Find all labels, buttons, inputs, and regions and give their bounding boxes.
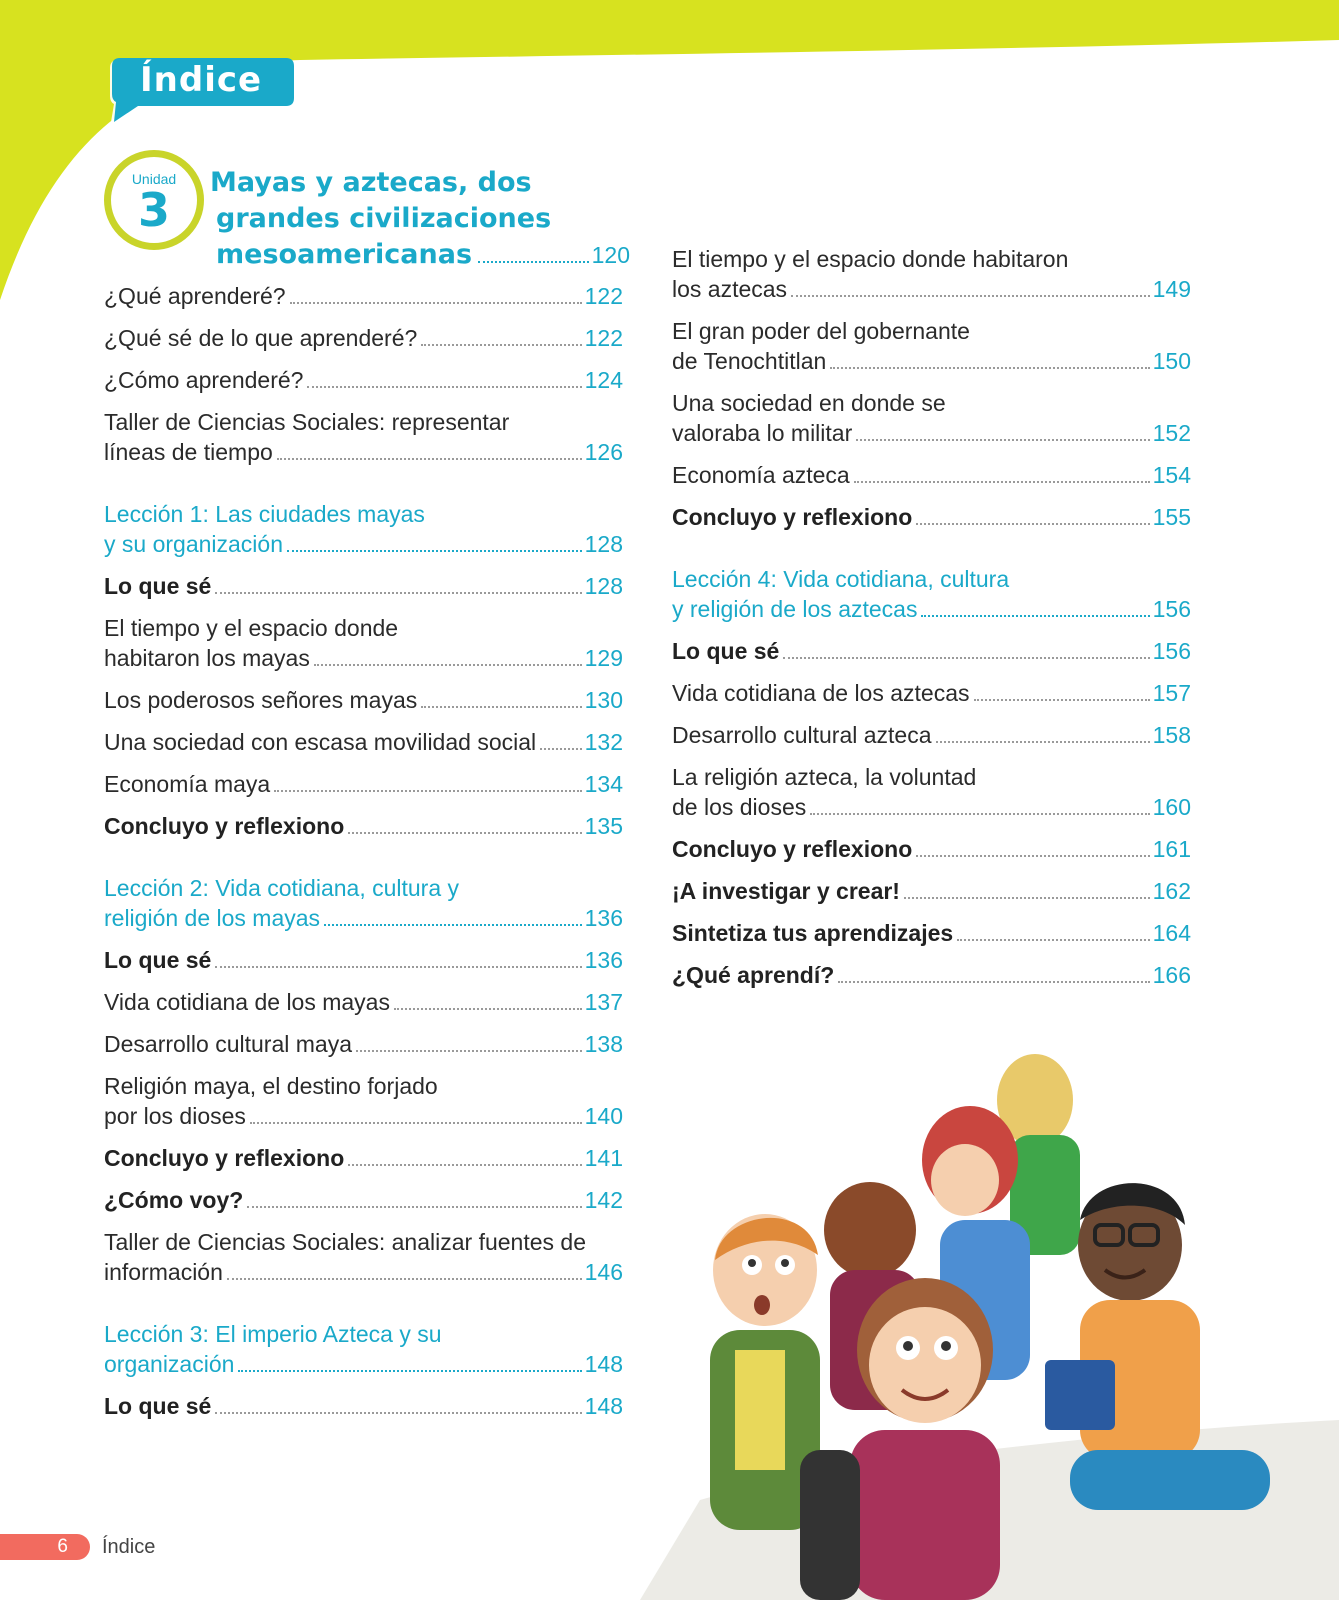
toc-entry-last-line <box>104 1143 623 1173</box>
toc-page-number: 128 <box>584 531 623 557</box>
dot-leader <box>830 367 1149 369</box>
toc-entry-text: información <box>104 1259 223 1285</box>
toc-page-number: 124 <box>584 367 623 393</box>
toc-entry-last-line <box>104 1391 623 1421</box>
toc-entry[interactable] <box>104 987 623 1017</box>
toc-page-number: 142 <box>584 1187 623 1213</box>
toc-entry-text: ¿Qué sé de lo que aprenderé? <box>104 325 418 351</box>
toc-entry[interactable] <box>104 1071 623 1131</box>
dot-leader <box>854 481 1150 483</box>
page-title: Índice <box>140 60 263 100</box>
toc-entry[interactable] <box>104 323 623 353</box>
toc-page-number: 130 <box>584 687 623 713</box>
toc-entry-text: ¿Cómo voy? <box>104 1187 244 1213</box>
toc-lesson-entry[interactable] <box>672 564 1191 624</box>
toc-entry-text: El tiempo y el espacio donde <box>104 615 399 641</box>
toc-entry[interactable] <box>104 769 623 799</box>
footer-label: Índice <box>102 1535 156 1558</box>
unit-title <box>210 165 630 273</box>
dot-leader <box>421 344 581 346</box>
toc-page-number: 135 <box>584 813 623 839</box>
toc-right-column <box>672 244 1191 1002</box>
toc-page-number: 152 <box>1152 420 1191 446</box>
toc-entry-text: Concluyo y reflexiono <box>104 813 345 839</box>
toc-entry-last-line <box>104 1029 623 1059</box>
toc-entry[interactable] <box>104 281 623 311</box>
toc-page-number: 161 <box>1152 836 1191 862</box>
toc-entry-text: Taller de Ciencias Sociales: analizar fuentes de <box>104 1229 586 1255</box>
toc-entry-last-line <box>672 720 1191 750</box>
dot-leader <box>215 1412 581 1414</box>
toc-page-number: 148 <box>584 1351 623 1377</box>
toc-page-number: 134 <box>584 771 623 797</box>
dot-leader <box>916 523 1149 525</box>
toc-entry[interactable] <box>672 918 1191 948</box>
toc-entry-text: Desarrollo cultural maya <box>104 1031 352 1057</box>
dot-leader <box>307 386 581 388</box>
toc-entry-text: Lo que sé <box>104 1393 212 1419</box>
toc-entry-last-line <box>672 346 1191 376</box>
dot-leader <box>247 1206 581 1208</box>
toc-entry-text: Una sociedad en donde se <box>672 390 946 416</box>
toc-entry-text: Taller de Ciencias Sociales: representar <box>104 409 510 435</box>
toc-page-number: 128 <box>584 573 623 599</box>
toc-entry[interactable] <box>672 762 1191 822</box>
toc-entry-text: Vida cotidiana de los aztecas <box>672 680 970 706</box>
toc-entry-text: Religión maya, el destino forjado <box>104 1073 438 1099</box>
toc-entry-text: Lección 1: Las ciudades mayas <box>104 501 425 527</box>
unit-number: 3 <box>137 183 170 237</box>
toc-entry-text: Sintetiza tus aprendizajes <box>672 920 954 946</box>
toc-page-number: 155 <box>1152 504 1191 530</box>
toc-entry-last-line <box>104 727 623 757</box>
toc-page-number: 137 <box>584 989 623 1015</box>
toc-entry-text: por los dioses <box>104 1103 246 1129</box>
toc-page-number: 148 <box>584 1393 623 1419</box>
toc-entry[interactable] <box>104 1227 623 1287</box>
dot-leader <box>348 832 581 834</box>
toc-page-number: 141 <box>584 1145 623 1171</box>
dot-leader <box>791 295 1150 297</box>
dot-leader <box>838 981 1149 983</box>
toc-entry-text: religión de los mayas <box>104 905 321 931</box>
toc-entry-last-line <box>104 281 623 311</box>
dot-leader <box>348 1164 581 1166</box>
toc-entry-text: Economía maya <box>104 771 271 797</box>
toc-entry[interactable] <box>104 613 623 673</box>
toc-entry[interactable] <box>104 945 623 975</box>
toc-entry-text: líneas de tiempo <box>104 439 273 465</box>
toc-entry-text: y su organización <box>104 531 283 557</box>
toc-page-number: 122 <box>584 283 623 309</box>
toc-entry-last-line <box>104 903 623 933</box>
toc-entry-last-line <box>672 418 1191 448</box>
toc-entry[interactable] <box>672 960 1191 990</box>
toc-page-number: 166 <box>1152 962 1191 988</box>
toc-entry-text: Los poderosos señores mayas <box>104 687 418 713</box>
toc-entry-text: El tiempo y el espacio donde habitaron <box>672 246 1069 272</box>
toc-page-number: 157 <box>1152 680 1191 706</box>
toc-entry[interactable] <box>672 876 1191 906</box>
toc-entry-text: ¡A investigar y crear! <box>672 878 900 904</box>
toc-page-number: 129 <box>584 645 623 671</box>
toc-entry-last-line <box>104 1349 623 1379</box>
toc-page-number: 122 <box>584 325 623 351</box>
toc-entry-last-line <box>104 685 623 715</box>
toc-entry-text: Concluyo y reflexiono <box>672 836 913 862</box>
toc-entry-text: ¿Qué aprenderé? <box>104 283 286 309</box>
toc-entry-text: Lección 3: El imperio Azteca y su <box>104 1321 442 1347</box>
toc-entry-last-line <box>104 1101 623 1131</box>
toc-entry-last-line <box>672 834 1191 864</box>
toc-entry-last-line <box>104 811 623 841</box>
toc-entry-text: de Tenochtitlan <box>672 348 827 374</box>
toc-entry-text: ¿Qué aprendí? <box>672 962 835 988</box>
dot-leader <box>250 1122 582 1124</box>
dot-leader <box>215 592 581 594</box>
toc-entry[interactable] <box>104 811 623 841</box>
toc-entry-text: Desarrollo cultural azteca <box>672 722 932 748</box>
toc-entry-text: y religión de los aztecas <box>672 596 918 622</box>
toc-lesson-entry[interactable] <box>104 499 623 559</box>
dot-leader <box>215 966 581 968</box>
toc-entry-last-line <box>672 678 1191 708</box>
toc-entry-text: El gran poder del gobernante <box>672 318 970 344</box>
toc-page-number: 126 <box>584 439 623 465</box>
dot-leader <box>974 699 1150 701</box>
toc-entry[interactable] <box>672 720 1191 750</box>
toc-entry[interactable] <box>104 685 623 715</box>
toc-entry[interactable] <box>672 388 1191 448</box>
unit-label: Unidad <box>131 171 177 187</box>
toc-entry-last-line <box>672 460 1191 490</box>
toc-entry-text: Concluyo y reflexiono <box>104 1145 345 1171</box>
toc-entry-text: organización <box>104 1351 235 1377</box>
unit-badge <box>104 150 204 250</box>
toc-entry-last-line <box>672 636 1191 666</box>
dot-leader <box>394 1008 582 1010</box>
toc-entry[interactable] <box>672 460 1191 490</box>
toc-page-number: 164 <box>1152 920 1191 946</box>
toc-page-number: 162 <box>1152 878 1191 904</box>
toc-entry-last-line <box>672 502 1191 532</box>
toc-entry-last-line <box>104 1185 623 1215</box>
dot-leader <box>287 550 582 552</box>
children-looking-up-illustration <box>640 1030 1339 1600</box>
toc-entry-last-line <box>104 323 623 353</box>
toc-entry[interactable] <box>104 1185 623 1215</box>
toc-entry-text: Lección 4: Vida cotidiana, cultura <box>672 566 1010 592</box>
index-header-badge <box>108 56 288 110</box>
toc-page-number: 136 <box>584 947 623 973</box>
toc-lesson-entry[interactable] <box>104 1319 623 1379</box>
dot-leader <box>324 924 582 926</box>
toc-entry[interactable] <box>104 1391 623 1421</box>
dot-leader <box>290 302 582 304</box>
toc-entry[interactable] <box>104 571 623 601</box>
unit-page-number: 120 <box>591 242 630 268</box>
dot-leader <box>904 897 1150 899</box>
toc-page-number: 146 <box>584 1259 623 1285</box>
dot-leader <box>314 664 582 666</box>
toc-entry-last-line <box>104 571 623 601</box>
dot-leader <box>957 939 1149 941</box>
toc-entry-last-line <box>104 769 623 799</box>
dot-leader <box>238 1370 581 1372</box>
toc-entry[interactable] <box>104 1143 623 1173</box>
dot-leader <box>274 790 581 792</box>
toc-entry-last-line <box>104 643 623 673</box>
toc-entry-last-line <box>104 529 623 559</box>
toc-entry[interactable] <box>672 834 1191 864</box>
toc-page-number: 156 <box>1152 596 1191 622</box>
toc-entry[interactable] <box>672 636 1191 666</box>
toc-page-number: 154 <box>1152 462 1191 488</box>
toc-page-number: 132 <box>584 729 623 755</box>
toc-entry-text: La religión azteca, la voluntad <box>672 764 977 790</box>
toc-entry-last-line <box>104 987 623 1017</box>
toc-entry-text: ¿Cómo aprenderé? <box>104 367 304 393</box>
dot-leader <box>478 261 589 263</box>
toc-entry[interactable] <box>672 244 1191 304</box>
toc-entry-last-line <box>672 274 1191 304</box>
toc-entry[interactable] <box>672 316 1191 376</box>
toc-page-number: 138 <box>584 1031 623 1057</box>
dot-leader <box>227 1278 582 1280</box>
toc-entry[interactable] <box>672 502 1191 532</box>
toc-page-number: 160 <box>1152 794 1191 820</box>
toc-entry-text: valoraba lo militar <box>672 420 853 446</box>
dot-leader <box>936 741 1150 743</box>
toc-entry-text: Lo que sé <box>104 947 212 973</box>
footer-page-number: 6 <box>0 1534 90 1560</box>
dot-leader <box>916 855 1149 857</box>
dot-leader <box>810 813 1149 815</box>
dot-leader <box>277 458 582 460</box>
toc-page-number: 150 <box>1152 348 1191 374</box>
unit-title-last-line <box>210 237 630 273</box>
toc-lesson-entry[interactable] <box>104 873 623 933</box>
dot-leader <box>356 1050 582 1052</box>
unit-title-line: Mayas y aztecas, dos <box>210 167 532 198</box>
dot-leader <box>783 657 1149 659</box>
toc-page-number: 158 <box>1152 722 1191 748</box>
toc-page-number: 156 <box>1152 638 1191 664</box>
toc-entry-text: Lo que sé <box>104 573 212 599</box>
toc-entry-last-line <box>672 792 1191 822</box>
toc-entry[interactable] <box>672 678 1191 708</box>
unit-title-line: mesoamericanas <box>216 239 473 270</box>
toc-entry-last-line <box>104 1257 623 1287</box>
dot-leader <box>421 706 581 708</box>
toc-entry-last-line <box>672 876 1191 906</box>
toc-entry-last-line <box>104 437 623 467</box>
toc-entry-text: Lo que sé <box>672 638 780 664</box>
toc-page-number: 149 <box>1152 276 1191 302</box>
toc-entry-text: Lección 2: Vida cotidiana, cultura y <box>104 875 460 901</box>
toc-entry[interactable] <box>104 727 623 757</box>
page-footer <box>0 1534 155 1560</box>
toc-entry[interactable] <box>104 1029 623 1059</box>
toc-entry-last-line <box>672 594 1191 624</box>
toc-left-column <box>104 281 623 1433</box>
toc-entry-text: habitaron los mayas <box>104 645 310 671</box>
toc-entry-last-line <box>104 945 623 975</box>
toc-entry-text: los aztecas <box>672 276 788 302</box>
toc-entry-text: Economía azteca <box>672 462 850 488</box>
toc-entry-text: Una sociedad con escasa movilidad social <box>104 729 537 755</box>
toc-entry[interactable] <box>104 365 623 395</box>
toc-entry-text: de los dioses <box>672 794 807 820</box>
toc-entry-last-line <box>104 365 623 395</box>
toc-entry-text: Concluyo y reflexiono <box>672 504 913 530</box>
dot-leader <box>921 615 1149 617</box>
toc-entry[interactable] <box>104 407 623 467</box>
toc-entry-last-line <box>672 960 1191 990</box>
dot-leader <box>856 439 1149 441</box>
toc-page-number: 136 <box>584 905 623 931</box>
unit-title-line: grandes civilizaciones <box>216 203 552 234</box>
toc-entry-last-line <box>672 918 1191 948</box>
toc-page-number: 140 <box>584 1103 623 1129</box>
toc-entry-text: Vida cotidiana de los mayas <box>104 989 390 1015</box>
dot-leader <box>540 748 581 750</box>
